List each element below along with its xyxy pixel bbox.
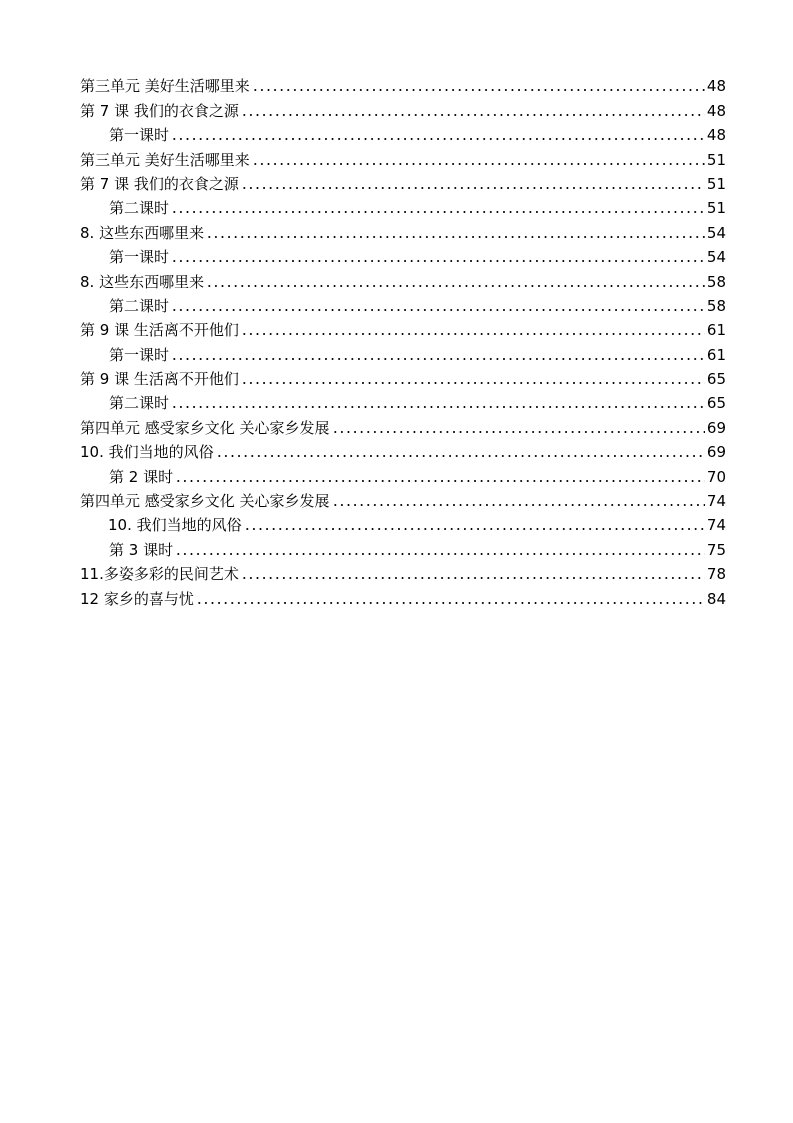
toc-dot-leader [241, 576, 705, 580]
toc-entry[interactable] [80, 218, 726, 242]
toc-page-number: 48 [706, 77, 726, 96]
toc-entry[interactable] [80, 194, 726, 218]
toc-entry-title: 第三单元 美好生活哪里来 [80, 150, 250, 169]
toc-entry[interactable] [80, 438, 726, 462]
toc-entry-title: 第 2 课时 [109, 467, 174, 486]
toc-entry[interactable] [80, 413, 726, 437]
toc-page-number: 69 [706, 418, 726, 437]
toc-entry-title: 第二课时 [109, 199, 170, 218]
toc-entry-title: 第 7 课 我们的衣食之源 [80, 174, 239, 193]
toc-entry[interactable] [80, 365, 726, 389]
toc-entry-title: 第二课时 [109, 296, 170, 315]
toc-entry[interactable] [80, 292, 726, 316]
toc-entry[interactable] [80, 243, 726, 267]
toc-page-number: 74 [706, 516, 726, 535]
toc-entry[interactable] [80, 535, 726, 559]
toc-dot-leader [196, 601, 705, 605]
toc-entry[interactable] [80, 462, 726, 486]
toc-page-number: 65 [706, 394, 726, 413]
toc-entry[interactable] [80, 584, 726, 608]
toc-dot-leader [171, 259, 705, 263]
toc-entry-title: 第 9 课 生活离不开他们 [80, 321, 239, 340]
toc-entry[interactable] [80, 340, 726, 364]
toc-entry-title: 第二课时 [109, 394, 170, 413]
toc-dot-leader [241, 332, 705, 336]
toc-page-number: 51 [706, 174, 726, 193]
toc-entry-title: 8. 这些东西哪里来 [80, 223, 205, 242]
toc-page-number: 61 [706, 321, 726, 340]
toc-page-number: 61 [706, 345, 726, 364]
toc-page-number: 75 [706, 540, 726, 559]
toc-entry-title: 8. 这些东西哪里来 [80, 272, 205, 291]
toc-entry-title: 12 家乡的喜与忧 [80, 589, 194, 608]
toc-entry[interactable] [80, 511, 726, 535]
toc-page-number: 65 [706, 370, 726, 389]
toc-entry-title: 第一课时 [109, 345, 170, 364]
toc-dot-leader [171, 210, 705, 214]
toc-dot-leader [175, 552, 705, 556]
toc-dot-leader [332, 503, 705, 507]
toc-page-number: 48 [706, 101, 726, 120]
toc-entry[interactable] [80, 487, 726, 511]
table-of-contents [80, 72, 726, 609]
toc-page-number: 48 [706, 126, 726, 145]
toc-entry[interactable] [80, 72, 726, 96]
toc-entry-title: 第一课时 [109, 126, 170, 145]
toc-page-number: 51 [706, 150, 726, 169]
toc-page-number: 51 [706, 199, 726, 218]
toc-dot-leader [241, 381, 705, 385]
toc-entry[interactable] [80, 560, 726, 584]
toc-dot-leader [206, 235, 705, 239]
toc-dot-leader [252, 88, 705, 92]
toc-page-number: 54 [706, 223, 726, 242]
toc-dot-leader [241, 186, 705, 190]
toc-dot-leader [206, 284, 705, 288]
toc-entry-title: 第四单元 感受家乡文化 关心家乡发展 [80, 418, 330, 437]
toc-entry[interactable] [80, 316, 726, 340]
toc-page-number: 54 [706, 248, 726, 267]
toc-entry-title: 第四单元 感受家乡文化 关心家乡发展 [80, 492, 330, 511]
toc-entry-title: 10. 我们当地的风俗 [108, 516, 242, 535]
toc-page-number: 69 [706, 443, 726, 462]
toc-dot-leader [175, 479, 705, 483]
toc-page-number: 58 [706, 296, 726, 315]
toc-entry[interactable] [80, 121, 726, 145]
toc-entry-title: 第三单元 美好生活哪里来 [80, 77, 250, 96]
toc-entry-title: 第一课时 [109, 248, 170, 267]
toc-entry[interactable] [80, 96, 726, 120]
toc-entry-title: 第 7 课 我们的衣食之源 [80, 101, 239, 120]
toc-dot-leader [241, 113, 705, 117]
toc-entry-title: 10. 我们当地的风俗 [80, 443, 214, 462]
toc-dot-leader [171, 308, 705, 312]
toc-entry[interactable] [80, 267, 726, 291]
toc-dot-leader [244, 527, 705, 531]
toc-page-number: 70 [706, 467, 726, 486]
toc-dot-leader [216, 454, 705, 458]
toc-page-number: 74 [706, 492, 726, 511]
toc-entry[interactable] [80, 145, 726, 169]
toc-entry-title: 第 9 课 生活离不开他们 [80, 370, 239, 389]
toc-page-number: 84 [706, 589, 726, 608]
toc-dot-leader [252, 162, 705, 166]
toc-dot-leader [171, 357, 705, 361]
toc-entry[interactable] [80, 389, 726, 413]
toc-page-number: 58 [706, 272, 726, 291]
toc-page-number: 78 [706, 565, 726, 584]
toc-entry[interactable] [80, 170, 726, 194]
toc-dot-leader [171, 405, 705, 409]
toc-entry-title: 11.多姿多彩的民间艺术 [80, 565, 239, 584]
toc-dot-leader [332, 430, 705, 434]
toc-dot-leader [171, 137, 705, 141]
toc-entry-title: 第 3 课时 [109, 540, 174, 559]
